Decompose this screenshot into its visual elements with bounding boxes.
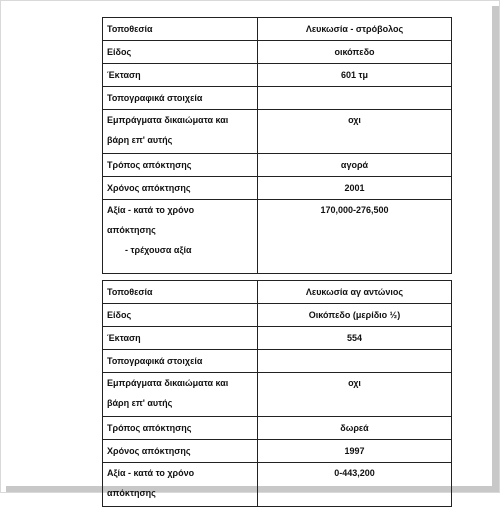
area-value: 601 τμ xyxy=(258,64,452,87)
value-label-line-1: Αξία - κατά το χρόνο xyxy=(107,205,195,215)
table-row xyxy=(103,281,452,304)
table-row xyxy=(103,463,452,507)
redaction-patch xyxy=(328,87,364,102)
acquisition-year-label: Χρόνος απόκτησης xyxy=(103,440,258,463)
type-label: Είδος xyxy=(103,41,258,64)
encumbrance-label xyxy=(103,110,258,154)
location-value: Λευκωσία - στρόβολος xyxy=(258,18,452,41)
table-row xyxy=(103,154,452,177)
table-row xyxy=(103,417,452,440)
encumbrance-label-line-2: βάρη επ' αυτής xyxy=(107,398,173,408)
property-table-1 xyxy=(102,17,452,274)
topo-value xyxy=(258,350,452,373)
value-value: 0-443,200 xyxy=(258,463,452,507)
encumbrance-value: οχι xyxy=(258,110,452,154)
acquisition-year-label: Χρόνος απόκτησης xyxy=(103,177,258,200)
encumbrance-label-line-1: Εμπράγματα δικαιώματα και xyxy=(107,378,229,388)
table-row xyxy=(103,87,452,110)
value-label-line-3: - τρέχουσα αξία xyxy=(125,245,192,255)
table-row xyxy=(103,64,452,87)
acquisition-method-value: δωρεά xyxy=(258,417,452,440)
topo-label: Τοπογραφικά στοιχεία xyxy=(103,350,258,373)
value-value: 170,000-276,500 xyxy=(258,200,452,274)
area-label: Έκταση xyxy=(103,64,258,87)
topo-label: Τοπογραφικά στοιχεία xyxy=(103,87,258,110)
table-row xyxy=(103,304,452,327)
encumbrance-label xyxy=(103,373,258,417)
acquisition-method-value: αγορά xyxy=(258,154,452,177)
encumbrance-value: οχι xyxy=(258,373,452,417)
acquisition-method-label: Τρόπος απόκτησης xyxy=(103,154,258,177)
acquisition-method-label: Τρόπος απόκτησης xyxy=(103,417,258,440)
value-label-line-1: Αξία - κατά το χρόνο xyxy=(107,468,195,478)
property-table-2 xyxy=(102,280,452,507)
location-label: Τοποθεσία xyxy=(103,281,258,304)
table-row xyxy=(103,18,452,41)
table-row xyxy=(103,177,452,200)
area-value: 554 xyxy=(258,327,452,350)
table-row xyxy=(103,350,452,373)
value-label-line-2: απόκτησης xyxy=(107,488,156,498)
acquisition-year-value: 2001 xyxy=(258,177,452,200)
table-row xyxy=(103,440,452,463)
acquisition-year-value: 1997 xyxy=(258,440,452,463)
location-value: Λευκωσία αγ αντώνιος xyxy=(258,281,452,304)
location-label: Τοποθεσία xyxy=(103,18,258,41)
value-label xyxy=(103,200,258,274)
table-row xyxy=(103,327,452,350)
encumbrance-label-line-1: Εμπράγματα δικαιώματα και xyxy=(107,115,229,125)
type-label: Είδος xyxy=(103,304,258,327)
table-row xyxy=(103,373,452,417)
area-label: Έκταση xyxy=(103,327,258,350)
table-row xyxy=(103,110,452,154)
table-row xyxy=(103,200,452,274)
encumbrance-label-line-2: βάρη επ' αυτής xyxy=(107,135,173,145)
type-value: οικόπεδο xyxy=(258,41,452,64)
value-label-line-2: απόκτησης xyxy=(107,225,156,235)
table-row xyxy=(103,41,452,64)
type-value: Οικόπεδο (μερίδιο ½) xyxy=(258,304,452,327)
value-label xyxy=(103,463,258,507)
